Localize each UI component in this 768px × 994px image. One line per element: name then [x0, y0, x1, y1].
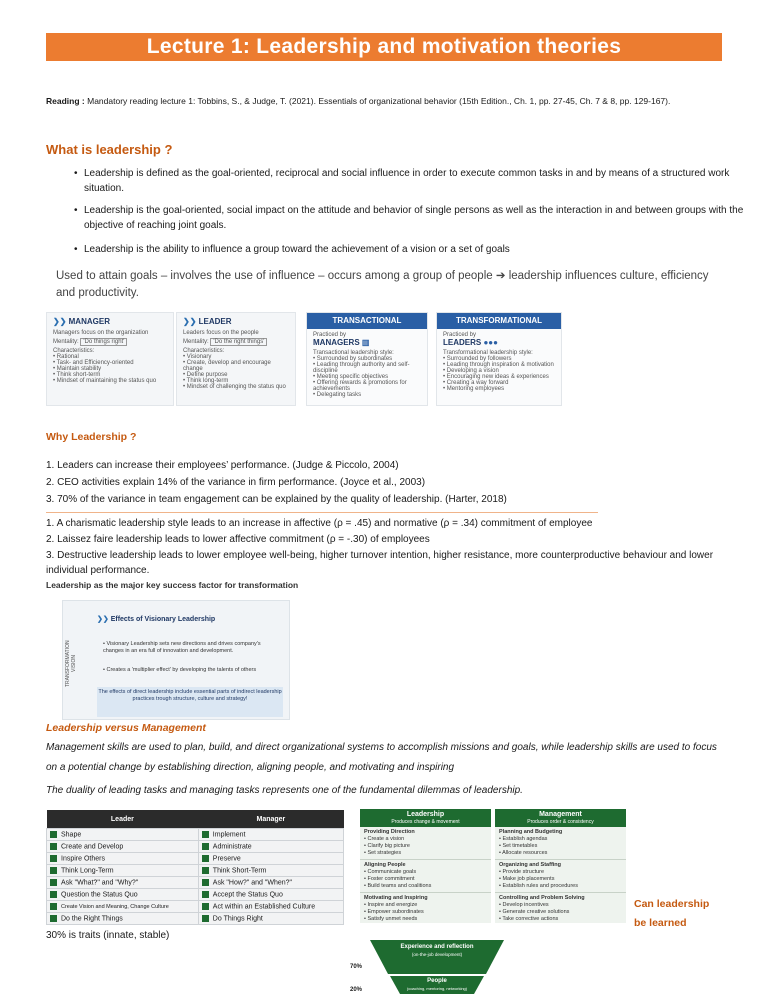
visionary-bullet: • Creates a 'multiplier effect' by developing the talents of others: [103, 667, 257, 673]
leader-manager-table: [46, 810, 344, 925]
check-icon: [50, 831, 57, 838]
pct-label: 20%: [350, 987, 363, 993]
transformational-item: • Encouraging new ideas & experiences: [443, 374, 549, 380]
transactional-style-label: Transactional leadership style:: [313, 350, 394, 356]
manager-char-label: Characteristics:: [53, 348, 95, 354]
transformational-style-label: Transformational leadership style:: [443, 350, 533, 356]
people-icon: ●●●: [483, 338, 498, 347]
table-row: Think Long-Term Think Short-Term: [47, 865, 344, 877]
reading-label: Reading :: [46, 96, 85, 106]
transactional-card: [306, 312, 428, 406]
transformational-item: • Leading through inspiration & motivation: [443, 362, 554, 368]
transformational-item: • Mentoring employees: [443, 386, 505, 392]
management-section: Planning and Budgeting • Establish agendas • Set timetables • Allocate resources: [495, 827, 626, 860]
leadership-section: Motivating and Inspiring • Inspire and energize • Empower subordinates • Satisfy unmet needs: [364, 895, 428, 922]
transformational-practiced: Practiced by: [443, 332, 477, 338]
transactional-practiced: Practiced by: [313, 332, 347, 338]
leadership-column: [360, 809, 491, 923]
check-icon: [202, 831, 209, 838]
table-row: Ask "What?" and "Why?" Ask "How?" and "When?": [47, 877, 344, 889]
definition-bullet: • Leadership is defined as the goal-oriented, reciprocal and social influence in order to execute common tasks in and by means of a structured work situation.: [46, 166, 760, 196]
why-heading: Why Leadership ?: [46, 431, 137, 443]
table-row: Create Vision and Meaning, Change Culture Act within an Established Culture: [47, 901, 344, 913]
visionary-bullet: • Visionary Leadership sets new directions and drives company's changes in an era full of innovation and development.: [103, 641, 261, 654]
why-item: 2. Laissez faire leadership leads to lower affective commitment (ρ = -.30) of employees: [46, 534, 430, 545]
divider: [46, 512, 598, 513]
transactional-item: • Delegating tasks: [313, 392, 362, 398]
definition-bullet: • Leadership is the goal-oriented, social impact on the attitude and behavior of single persons as well as the interaction in and between groups with the objective of reaching joint goals.: [46, 203, 760, 233]
management-column: [495, 809, 626, 923]
figure-caption: Leadership as the major key success factor for transformation: [46, 580, 299, 590]
leader-item: • Create, develop and encourage change: [183, 360, 271, 372]
chevron-icon: ❯❯: [183, 317, 197, 326]
check-icon: [202, 891, 209, 898]
check-icon: [50, 915, 57, 922]
check-icon: [50, 843, 57, 850]
check-icon: [50, 891, 57, 898]
why-list-1: [46, 458, 722, 507]
can-learn-line: Can leadership: [634, 898, 710, 910]
building-icon: ▥: [361, 338, 370, 347]
manager-mentality: 'Do things right': [80, 338, 127, 346]
table-row: Question the Status Quo Accept the Status Quo: [47, 889, 344, 901]
check-icon: [50, 903, 57, 910]
leader-card: [176, 312, 296, 406]
visionary-title: Effects of Visionary Leadership: [110, 616, 216, 623]
manager-item: • Rational: [53, 354, 79, 360]
can-learn-note: [634, 895, 709, 933]
transactional-item: • Offering rewards & promotions for achievements: [313, 380, 407, 392]
check-icon: [50, 867, 57, 874]
leadership-section: Providing Direction • Create a vision • Clarify big picture • Set strategies: [360, 827, 491, 860]
pct-label: 70%: [350, 964, 363, 970]
arrow-icon: ➔: [495, 270, 506, 282]
reading-text: Mandatory reading lecture 1: Tobbins, S., & Judge, T. (2021). Essentials of organizational behavior (15th Edition., Ch. 1, pp. 27-45, Ch. 7 & 8, pp. 129-167).: [87, 96, 671, 106]
transformational-card: [436, 312, 562, 406]
visionary-footer: The effects of direct leadership include essential parts of indirect leadership practices trough structure, culture and strategy!: [97, 687, 283, 717]
leadership-summary: [56, 268, 722, 302]
table-row: Create and Develop Administrate: [47, 841, 344, 853]
pyramid-level-1: Experience and reflection (on-the-job development): [400, 944, 474, 957]
leader-title: LEADER: [198, 317, 232, 326]
transactional-who: MANAGERS: [313, 338, 360, 347]
leader-item: • Mindset of challenging the status quo: [183, 384, 286, 390]
leadership-section: Aligning People • Communicate goals • Foster commitment • Build teams and coalitions: [360, 860, 491, 893]
why-item: 3. 70% of the variance in team engagement can be explained by the quality of leadership. (Harter, 2018): [46, 494, 507, 505]
leader-mentality-label: Mentality:: [183, 339, 209, 345]
table-row: Shape Implement: [47, 829, 344, 841]
chevron-icon: ❯❯: [97, 616, 109, 623]
check-icon: [202, 855, 209, 862]
table-header: Leader: [47, 810, 199, 829]
side-label: TRANSFORMATION VISION: [65, 640, 77, 688]
management-section: Controlling and Problem Solving • Develop incentives • Generate creative solutions • Take corrective actions: [499, 895, 585, 922]
what-is-heading: What is leadership ?: [46, 142, 173, 157]
traits-note: 30% is traits (innate, stable): [46, 930, 170, 941]
manager-leader-figure: [46, 312, 722, 408]
leadership-col-head: Leadership Produces change & movement: [360, 809, 491, 827]
summary-part-b: leadership influences culture, efficiency and productivity.: [56, 270, 709, 299]
summary-part-a: Used to attain goals – involves the use of influence – occurs among a group of people: [56, 270, 493, 282]
management-col-head: Management Produces order & consistency: [495, 809, 626, 827]
transformational-who: LEADERS: [443, 338, 482, 347]
leadership-management-figure: [360, 809, 628, 923]
transformational-item: • Developing a vision: [443, 368, 499, 374]
chevron-icon: ❯❯: [53, 317, 67, 326]
versus-text: Management skills are used to plan, build, and direct organizational systems to accomplish missions and goals, while leadership skills are used to focus on a potential change by establishing direction, aligning people, and motivating and inspiring: [46, 742, 717, 773]
leader-focus: Leaders focus on the people: [183, 330, 259, 336]
transactional-item: • Surrounded by subordinates: [313, 356, 393, 362]
transformational-item: • Creating a way forward: [443, 380, 509, 386]
transactional-item: • Meeting specific objectives: [313, 374, 389, 380]
check-icon: [202, 879, 209, 886]
can-learn-line: be learned: [634, 917, 687, 929]
transformational-item: • Surrounded by followers: [443, 356, 512, 362]
table-row: Do the Right Things Do Things Right: [47, 913, 344, 925]
table-header: Manager: [198, 810, 343, 829]
table-row: Inspire Others Preserve: [47, 853, 344, 865]
transformational-title: TRANSFORMATIONAL: [437, 313, 561, 329]
check-icon: [202, 843, 209, 850]
duality-text: The duality of leading tasks and managing tasks represents one of the fundamental dilemmas of leadership.: [46, 785, 523, 796]
manager-item: • Think short-term: [53, 372, 101, 378]
transactional-title: TRANSACTIONAL: [307, 313, 427, 329]
page-title: Lecture 1: Leadership and motivation theories: [46, 33, 722, 61]
visionary-figure: [62, 600, 290, 720]
leader-item: • Define purpose: [183, 372, 228, 378]
why-item: 1. Leaders can increase their employees’ performance. (Judge & Piccolo, 2004): [46, 460, 399, 471]
leader-char-label: Characteristics:: [183, 348, 225, 354]
manager-item: • Maintain stability: [53, 366, 102, 372]
definition-bullet: • Leadership is the ability to influence a group toward the achievement of a vision or a set of goals: [46, 242, 760, 257]
transactional-item: • Leading through authority and self-discipline: [313, 362, 410, 374]
pyramid-level-2: People (coaching, mentoring, networking): [406, 978, 468, 991]
leader-item: • Think long-term: [183, 378, 229, 384]
manager-item: • Mindset of maintaining the status quo: [53, 378, 157, 384]
reading-note: [46, 95, 722, 107]
manager-mentality-label: Mentality:: [53, 339, 79, 345]
leader-mentality: 'Do the right things': [210, 338, 267, 346]
learning-pyramid: [340, 940, 510, 994]
manager-focus: Managers focus on the organization: [53, 330, 149, 336]
leader-item: • Visionary: [183, 354, 212, 360]
check-icon: [50, 855, 57, 862]
why-item: 2. CEO activities explain 14% of the variance in firm performance. (Joyce et al., 2003): [46, 477, 426, 488]
management-section: Organizing and Staffing • Provide structure • Make job placements • Establish rules and procedures: [495, 860, 626, 893]
why-list-2: [46, 516, 722, 578]
manager-item: • Task- and Efficiency-oriented: [53, 360, 134, 366]
check-icon: [50, 879, 57, 886]
manager-title: MANAGER: [68, 317, 110, 326]
why-item: 1. A charismatic leadership style leads to an increase in affective (ρ = .45) and normative (ρ = .34) commitment of employee: [46, 518, 593, 529]
why-item: 3. Destructive leadership leads to lower employee well-being, higher turnover intention, higher resistance, more counterproductive behaviour and lower individual performance.: [46, 550, 714, 576]
check-icon: [202, 903, 209, 910]
check-icon: [202, 915, 209, 922]
versus-heading: Leadership versus Management: [46, 722, 206, 734]
manager-card: [46, 312, 174, 406]
check-icon: [202, 867, 209, 874]
